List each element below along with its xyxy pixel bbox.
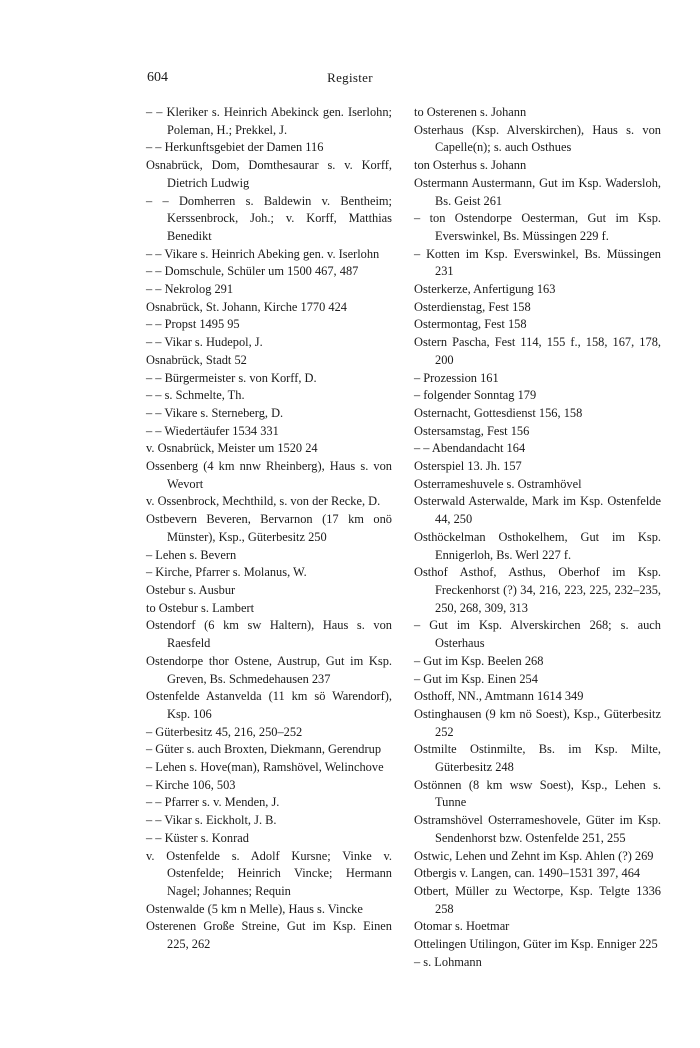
index-entry: – – Nekrolog 291 bbox=[146, 282, 234, 297]
index-entry: Ostramshövel Osterrameshovele, Güter im Ksp. Sendenhorst bzw. Ostenfelde 251, 255 bbox=[414, 813, 661, 845]
index-entry: v. Ossenbrock, Mechthild, s. von der Recke, D. bbox=[146, 494, 381, 509]
index-entry: Osterdienstag, Fest 158 bbox=[414, 299, 531, 314]
index-entry: Osnabrück, Stadt 52 bbox=[146, 352, 247, 367]
index-entry: v. Ostenfelde s. Adolf Kursne; Vinke v. Ostenfelde; Heinrich Vincke; Hermann Nagel; Johannes; Requin bbox=[146, 848, 392, 898]
index-entry: – Güterbesitz 45, 216, 250–252 bbox=[146, 724, 303, 739]
index-entry: Ostmilte Ostinmilte, Bs. im Ksp. Milte, Güterbesitz 248 bbox=[414, 742, 661, 775]
index-entry: Otbergis v. Langen, can. 1490–1531 397, 464 bbox=[414, 866, 641, 881]
index-entry: Osthöckelman Osthokelhem, Gut im Ksp. Ennigerloh, Bs. Werl 227 f. bbox=[414, 529, 661, 562]
index-entry: Ostenwalde (5 km n Melle), Haus s. Vincke bbox=[146, 901, 363, 916]
index-entry: – Gut im Ksp. Einen 254 bbox=[414, 671, 538, 686]
index-entry: – – Vikare s. Sterneberg, D. bbox=[146, 405, 284, 420]
index-entry: – – Kleriker s. Heinrich Abekinck gen. Iserlohn; Poleman, H.; Prekkel, J. bbox=[146, 105, 392, 137]
index-entry: Ostbevern Beveren, Bervarnon (17 km onö Münster), Ksp., Güterbesitz 250 bbox=[146, 512, 392, 544]
index-entry: Ostwic, Lehen und Zehnt im Ksp. Ahlen (?) 269 bbox=[414, 848, 654, 863]
index-entry: Osnabrück, St. Johann, Kirche 1770 424 bbox=[146, 299, 347, 314]
index-entry: Ostern Pascha, Fest 114, 155 f., 158, 167, 178, 200 bbox=[414, 335, 661, 367]
index-entry: Osthof Asthof, Asthus, Oberhof im Ksp. Freckenhorst (?) 34, 216, 223, 225, 232–235, 250, 268, 309, 313 bbox=[414, 565, 661, 615]
index-entry: Ostebur s. Ausbur bbox=[146, 582, 236, 597]
index-entry: Ottelingen Utilingon, Güter im Ksp. Enniger 225 bbox=[414, 937, 658, 952]
index-entry: Ostinghausen (9 km nö Soest), Ksp., Güterbesitz 252 bbox=[414, 706, 661, 739]
index-entry: – – Domschule, Schüler um 1500 467, 487 bbox=[146, 264, 359, 279]
index-entry: Osterenen Große Streine, Gut im Ksp. Einen 225, 262 bbox=[146, 919, 392, 952]
index-entry: Osthoff, NN., Amtmann 1614 349 bbox=[414, 689, 584, 704]
index-entry: Osterkerze, Anfertigung 163 bbox=[414, 282, 556, 297]
index-entry: Osterhaus (Ksp. Alverskirchen), Haus s. von Capelle(n); s. auch Osthues bbox=[414, 122, 661, 155]
index-entry: – folgender Sonntag 179 bbox=[414, 388, 537, 403]
index-entry: – Lehen s. Bevern bbox=[146, 547, 237, 562]
index-entry: – – Vikare s. Heinrich Abeking gen. v. Iserlohn bbox=[146, 246, 380, 261]
index-entry: – Lehen s. Hove(man), Ramshövel, Welinchove bbox=[146, 760, 384, 775]
index-entry: Ostermann Austermann, Gut im Ksp. Wadersloh, Bs. Geist 261 bbox=[414, 175, 661, 208]
index-entry: – – Vikar s. Hudepol, J. bbox=[146, 335, 263, 350]
index-entry: – – Küster s. Konrad bbox=[146, 830, 249, 845]
page-number: 604 bbox=[147, 70, 168, 85]
index-entry: Osterrameshuvele s. Ostramhövel bbox=[414, 476, 582, 491]
index-entry: – – Pfarrer s. v. Menden, J. bbox=[146, 795, 280, 810]
index-entry: Osterspiel 13. Jh. 157 bbox=[414, 459, 522, 474]
running-title: Register bbox=[327, 70, 373, 85]
index-entry: ton Osterhus s. Johann bbox=[414, 158, 527, 173]
index-entry: – ton Ostendorpe Oesterman, Gut im Ksp. Everswinkel, Bs. Müssingen 229 f. bbox=[414, 211, 661, 243]
index-entry: Osternacht, Gottesdienst 156, 158 bbox=[414, 405, 583, 420]
index-entry: Otomar s. Hoetmar bbox=[414, 919, 510, 934]
index-entry: to Ostebur s. Lambert bbox=[146, 600, 255, 615]
index-entry: Osnabrück, Dom, Domthesaurar s. v. Korff, Dietrich Ludwig bbox=[146, 158, 392, 190]
index-entry: Ostendorpe thor Ostene, Austrup, Gut im Ksp. Greven, Bs. Schmedehausen 237 bbox=[146, 653, 392, 686]
index-entry: – Gut im Ksp. Beelen 268 bbox=[414, 653, 544, 668]
index-column-left bbox=[146, 104, 392, 954]
index-entry: Ostermontag, Fest 158 bbox=[414, 317, 527, 332]
index-entry: Osterwald Asterwalde, Mark im Ksp. Ostenfelde 44, 250 bbox=[414, 494, 661, 527]
index-entry: – – Herkunftsgebiet der Damen 116 bbox=[146, 140, 324, 155]
index-entry: – – Wiedertäufer 1534 331 bbox=[146, 423, 279, 438]
index-entry: – – Domherren s. Baldewin v. Bentheim; Kerssenbrock, Joh.; v. Korff, Matthias Benedikt bbox=[146, 193, 392, 243]
index-entry: Ossenberg (4 km nnw Rheinberg), Haus s. von Wevort bbox=[146, 459, 392, 491]
index-entry: Ostenfelde Astanvelda (11 km sö Warendorf), Ksp. 106 bbox=[146, 689, 392, 721]
index-entry: – – Propst 1495 95 bbox=[146, 317, 240, 332]
index-entry: – – Abendandacht 164 bbox=[414, 441, 526, 456]
index-entry: – Kirche, Pfarrer s. Molanus, W. bbox=[146, 565, 307, 580]
index-entry: v. Osnabrück, Meister um 1520 24 bbox=[146, 441, 318, 456]
index-entry: – Gut im Ksp. Alverskirchen 268; s. auch Osterhaus bbox=[414, 618, 661, 651]
index-entry: – – Vikar s. Eickholt, J. B. bbox=[146, 813, 277, 828]
index-entry: Otbert, Müller zu Wectorpe, Ksp. Telgte 1336 258 bbox=[414, 883, 661, 916]
index-entry: Ostönnen (8 km wsw Soest), Ksp., Lehen s. Tunne bbox=[414, 777, 661, 810]
index-entry: – s. Lohmann bbox=[414, 954, 482, 969]
index-entry: to Osterenen s. Johann bbox=[414, 105, 527, 119]
index-column-right bbox=[414, 104, 661, 971]
index-entry: – Prozession 161 bbox=[414, 370, 499, 385]
index-entry: Ostendorf (6 km sw Haltern), Haus s. von Raesfeld bbox=[146, 618, 392, 651]
index-entry: – – Bürgermeister s. von Korff, D. bbox=[146, 370, 317, 385]
index-entry: – Kirche 106, 503 bbox=[146, 777, 236, 792]
index-entry: Ostersamstag, Fest 156 bbox=[414, 423, 530, 438]
index-entry: – Kotten im Ksp. Everswinkel, Bs. Müssingen 231 bbox=[414, 246, 661, 279]
index-entry: – Güter s. auch Broxten, Diekmann, Gerendrup bbox=[146, 742, 382, 757]
index-entry: – – s. Schmelte, Th. bbox=[146, 388, 245, 403]
